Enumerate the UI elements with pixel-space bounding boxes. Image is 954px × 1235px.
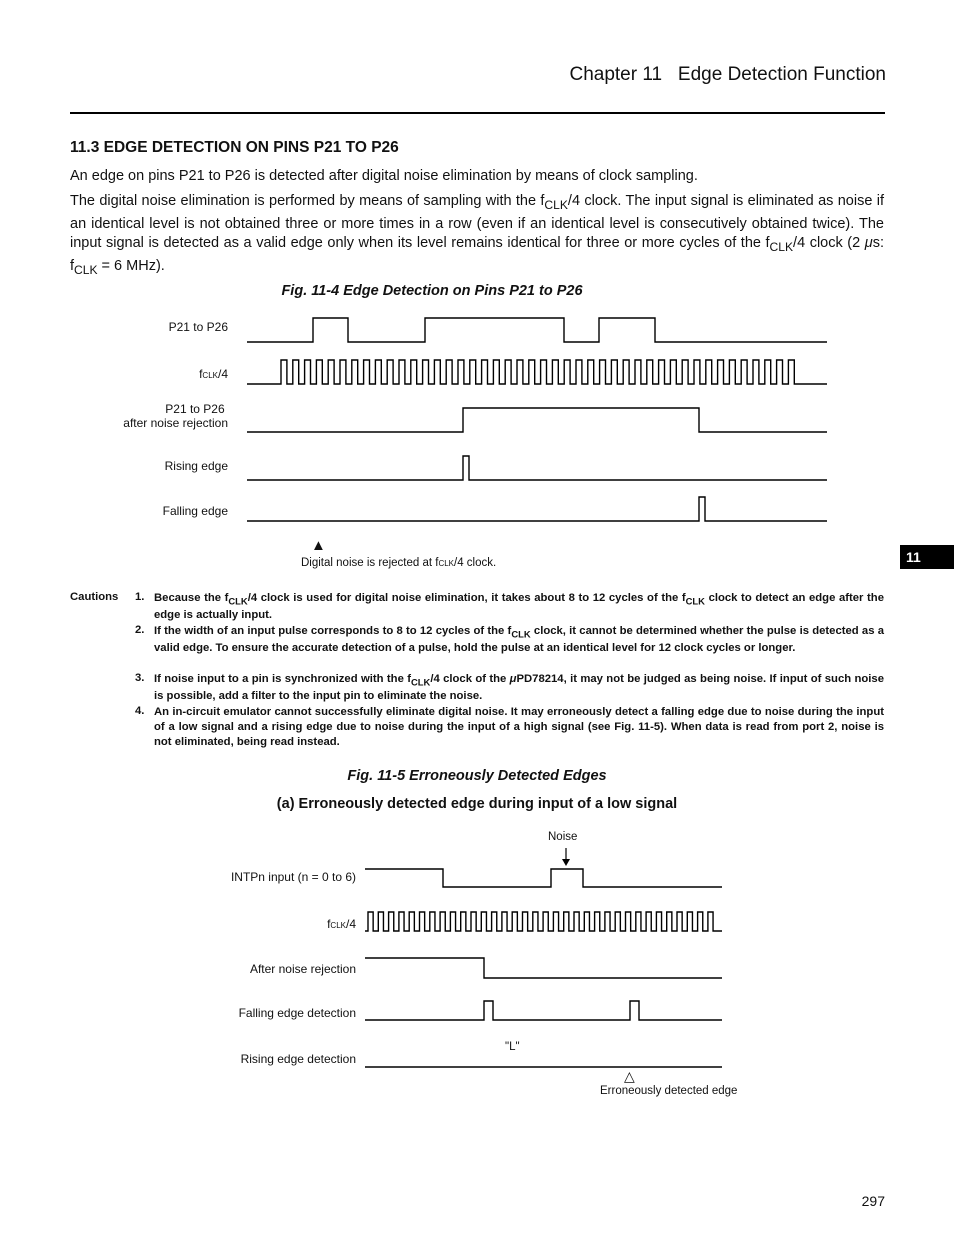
clk-subscript: CLK <box>769 239 794 254</box>
signal-label-intp: INTPn input (n = 0 to 6) <box>230 870 356 884</box>
error-label: Erroneously detected edge <box>600 1085 738 1097</box>
chapter-tab <box>900 545 954 569</box>
waveform-fclk <box>365 912 722 931</box>
signal-label-p21: P21 to P26 <box>168 320 228 334</box>
waveform-p21 <box>247 318 827 342</box>
note-marker: ▲ <box>311 537 326 554</box>
note-text: /4 clock. <box>454 557 497 569</box>
signal-label-rising-detection: Rising edge detection <box>240 1052 356 1066</box>
error-marker: △ <box>624 1068 635 1084</box>
clk-subscript: CLK <box>228 595 248 607</box>
section-heading: 11.3 EDGE DETECTION ON PINS P21 TO P26 <box>70 139 399 156</box>
para-text: s: f <box>70 234 884 274</box>
chapter-tab-number: 11 <box>906 549 921 565</box>
caution-number: 1. <box>135 591 145 603</box>
caution-number: 2. <box>135 624 145 636</box>
noise-label: Noise <box>548 831 578 843</box>
waveform-falling-detection <box>365 1001 722 1020</box>
caution-number: 4. <box>135 705 145 717</box>
signal-label-falling: Falling edge <box>162 504 228 518</box>
figure-4-caption: Fig. 11-4 Edge Detection on Pins P21 to P26 <box>281 283 583 299</box>
waveform-rising-edge <box>247 456 827 480</box>
mu-symbol: μ <box>864 234 873 251</box>
caution-text: PD78214, it may not be judged as being noise. If input of such noise is possible, add a filter to the input pin to eliminate the noise. <box>154 673 884 703</box>
fclk-label-f: f <box>199 367 203 381</box>
waveform-falling-edge <box>247 497 827 521</box>
fclk-label-sub: CLK <box>330 921 346 930</box>
clk-subscript: CLK <box>685 595 705 607</box>
para-text: /4 clock. The input signal is eliminated as noise if an identical level is not obtained three or more times in a row (even if an identical level is consecutively obtained twice). The input signal is detected as a valid edge only when its level remains identical for three or more cycles of the f <box>70 193 884 251</box>
clk-subscript: CLK <box>544 197 568 212</box>
caution-number: 3. <box>135 672 145 684</box>
label-line-1: P21 to P26 <box>165 402 225 416</box>
chapter-title: Chapter 11 Edge Detection Function <box>569 64 886 85</box>
caution-item <box>154 591 884 623</box>
intro-paragraph: An edge on pins P21 to P26 is detected after digital noise elimination by means of clock sampling. <box>70 168 698 184</box>
caution-item <box>154 624 884 656</box>
waveform-fclk <box>247 360 827 384</box>
caution-text: clock to detect an edge after the edge is actually input. <box>154 592 884 622</box>
caution-text: If noise input to a pin is synchronized with the f <box>154 673 411 685</box>
note-sub: CLK <box>438 559 454 568</box>
mu-symbol: μ <box>509 673 517 685</box>
fclk-label-tail: /4 <box>345 917 356 931</box>
caution-text: /4 clock of the <box>430 673 510 685</box>
clk-subscript: CLK <box>511 628 531 640</box>
fclk-label-tail: /4 <box>217 367 228 381</box>
figure-5-caption: Fig. 11-5 Erroneously Detected Edges <box>347 768 607 784</box>
clk-subscript: CLK <box>74 262 98 277</box>
para-text: /4 clock (2 <box>793 234 865 251</box>
clk-subscript: CLK <box>410 676 431 688</box>
waveform-after-rejection <box>365 958 722 978</box>
caution-text: Because the f <box>154 592 229 604</box>
caution-item: An in-circuit emulator cannot successfully eliminate digital noise. It may erroneously detect a falling edge due to noise during the input of a low signal and a rising edge due to noise during the input of a high signal (see Fig. 11-5). When data is read from port 2, noise is not eliminated, being read instead. <box>154 706 884 748</box>
waveform-intp <box>365 869 722 887</box>
signal-label-falling-detection: Falling edge detection <box>238 1006 356 1020</box>
noise-arrow-head <box>562 859 570 866</box>
waveform-after-rejection <box>247 408 827 432</box>
note-text: Digital noise is rejected at f <box>301 557 439 569</box>
fclk-label-sub: CLK <box>202 371 218 380</box>
caution-text: clock, it cannot be determined whether the pulse is detected as a valid edge. To ensure the accurate detection of a pulse, hold the pulse at an identical level for 12 clock cycles or longer. <box>154 625 885 655</box>
caution-item <box>154 672 884 704</box>
signal-label-rising: Rising edge <box>164 459 228 473</box>
label-line-2: after noise rejection <box>123 416 228 430</box>
caution-text: If the width of an input pulse corresponds to 8 to 12 cycles of the f <box>154 625 512 637</box>
signal-label-after-rejection: After noise rejection <box>249 962 356 976</box>
cautions-label: Cautions <box>70 591 119 603</box>
low-level-marker: "L" <box>505 1041 520 1053</box>
page-number: 297 <box>861 1193 885 1209</box>
caution-text: /4 clock is used for digital noise elimination, it takes about 8 to 12 cycles of the f <box>247 592 686 604</box>
para-text: The digital noise elimination is performed by means of sampling with the f <box>70 193 545 209</box>
fclk-label-f: f <box>327 917 331 931</box>
para-text: = 6 MHz). <box>97 257 165 274</box>
figure-5-subcaption: (a) Erroneously detected edge during input of a low signal <box>276 796 678 812</box>
signal-label-fclk <box>0 917 356 933</box>
